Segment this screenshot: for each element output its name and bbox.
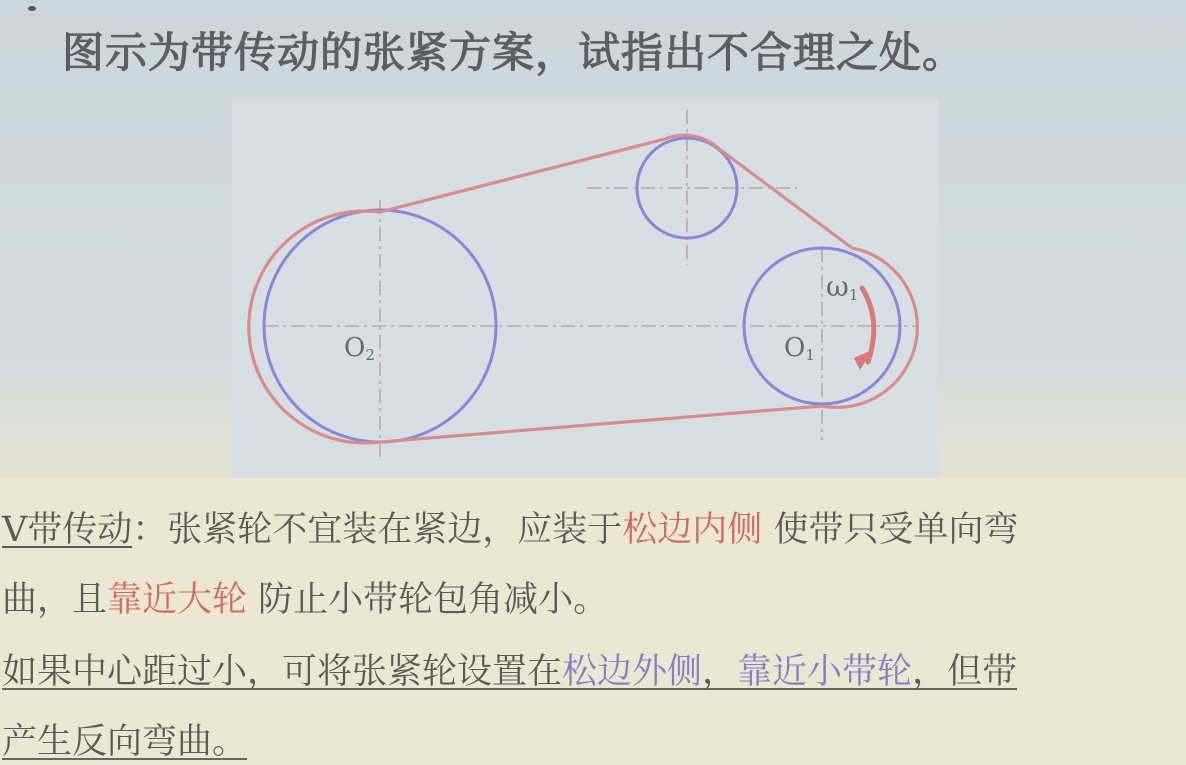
explanation-line-2: 曲，且靠近大轮 防止小带轮包角减小。 (2, 580, 609, 620)
explanation-panel (0, 478, 1186, 765)
rotation-arrow (862, 288, 874, 362)
explanation-line-1: V带传动：张紧轮不宜装在紧边，应装于松边内侧 使带只受单向弯 (2, 510, 1019, 550)
label-o2: O2 (344, 333, 375, 364)
belt-upper-span-left (380, 139, 665, 212)
page-title: 图示为带传动的张紧方案，试指出不合理之处。 (62, 28, 966, 77)
belt-drive-diagram (232, 100, 938, 478)
highlight-slack-outer: 松边外侧 (562, 652, 703, 692)
highlight-slack-inner: 松边内侧 (622, 510, 763, 550)
highlight-near-small: 靠近小带轮 (737, 652, 913, 692)
belt-upper-span-right (718, 148, 852, 248)
highlight-near-large: 靠近大轮 (107, 580, 248, 620)
label-omega: ω1 (826, 270, 859, 304)
explanation-line-4: 产生反向弯曲。 (2, 722, 248, 762)
belt-wrap-large (249, 211, 380, 443)
v-belt-term: V带传动 (2, 510, 133, 550)
belt-lower-span (380, 406, 822, 442)
small-pulley-o1 (744, 248, 900, 404)
explanation-line-3: 如果中心距过小，可将张紧轮设置在松边外侧，靠近小带轮，但带 (2, 652, 1018, 692)
corner-mark (28, 6, 36, 11)
label-o1: O1 (784, 333, 815, 364)
diagram-svg (232, 100, 938, 478)
